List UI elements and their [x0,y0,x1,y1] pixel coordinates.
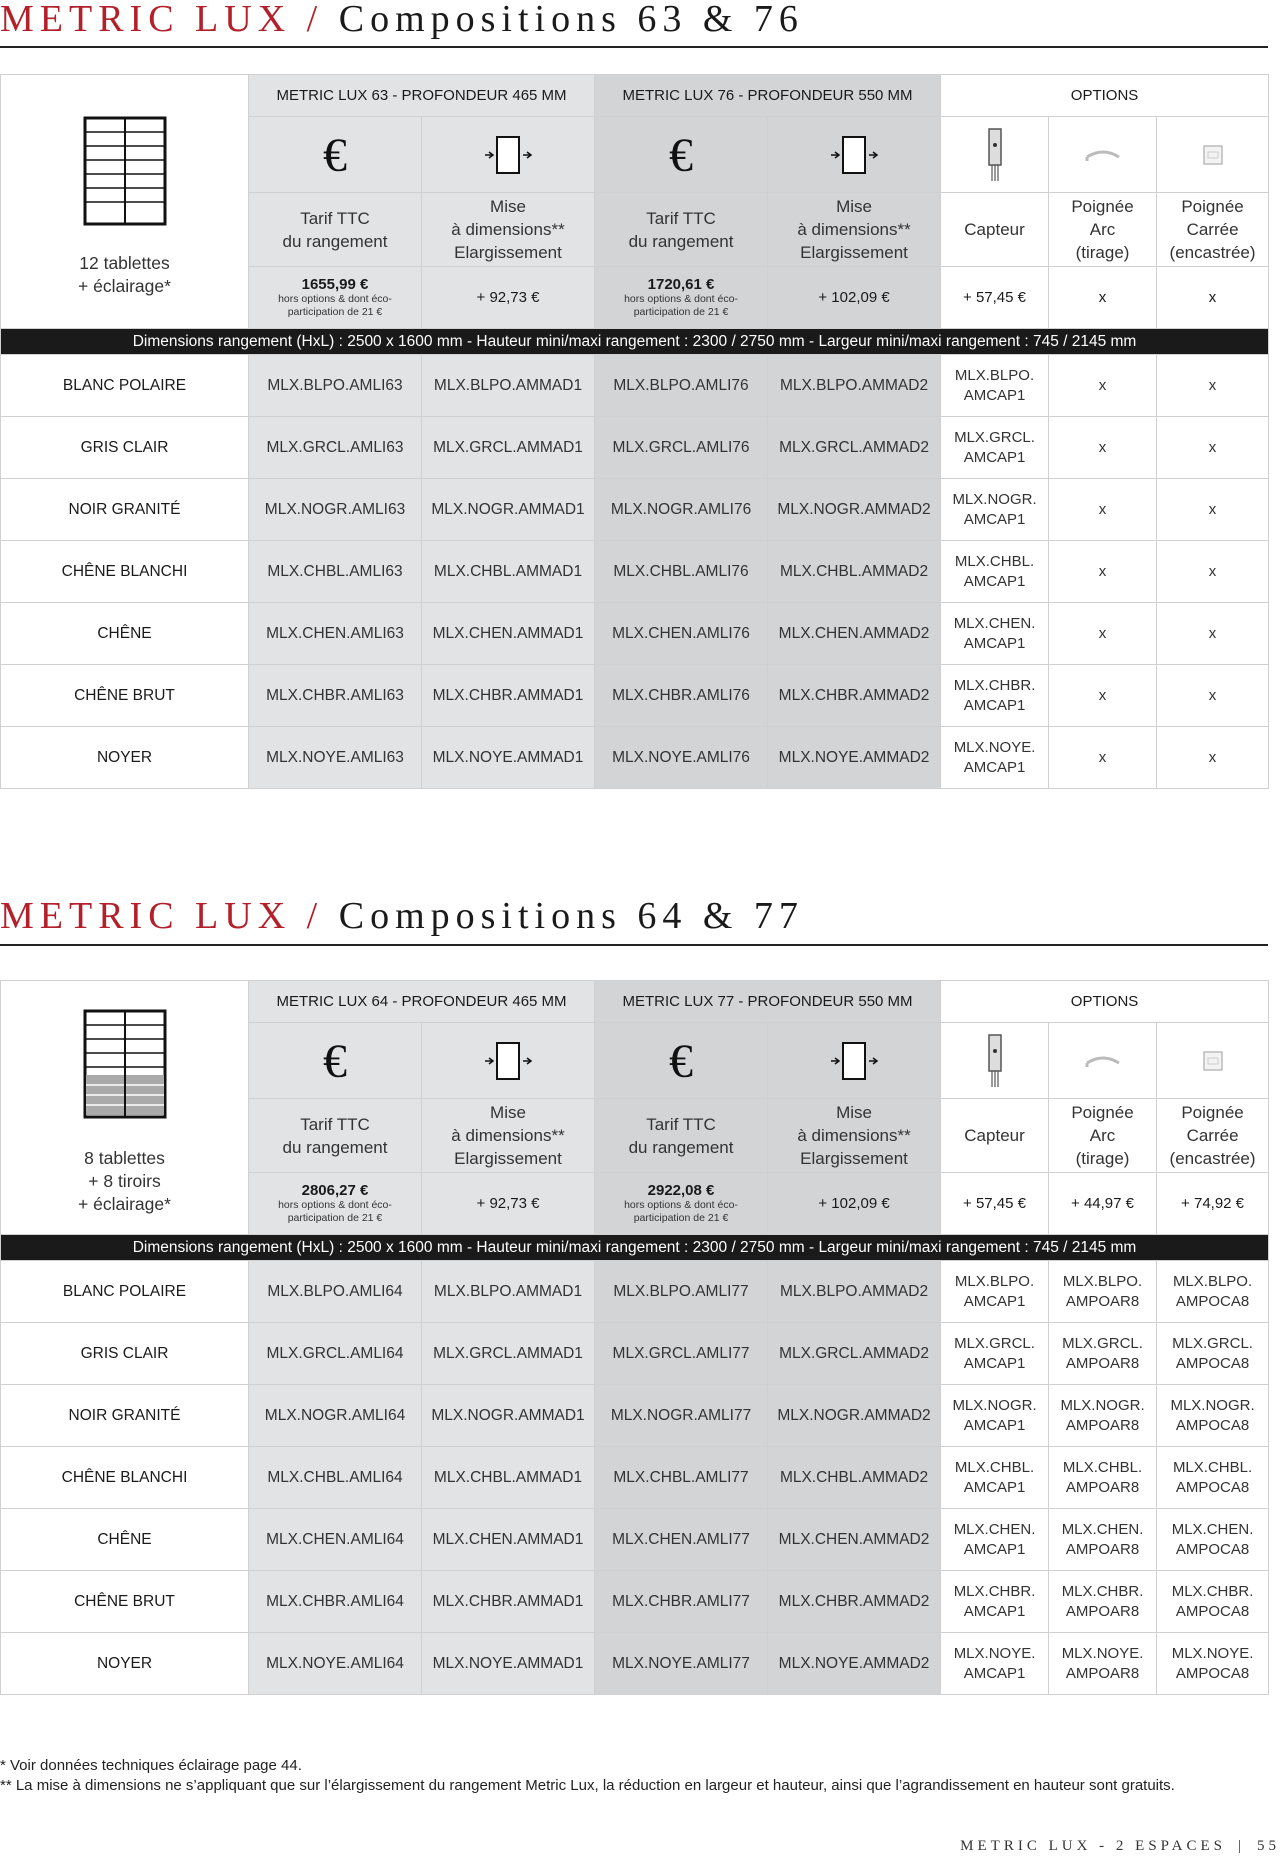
ref-code: MLX.GRCL.AMLI76 [595,417,768,479]
table-row [1,1385,1269,1447]
finish-name: GRIS CLAIR [1,1323,249,1385]
width-adjust-icon [483,133,533,177]
option-code: MLX.GRCL. AMPOCA8 [1157,1323,1269,1385]
ref-code: MLX.CHEN.AMLI63 [249,603,422,665]
footnote-dimensions: ** La mise à dimensions ne s’appliquant que sur l’élargissement du rangement Metric Lux, la réduction en largeur et hauteur, ainsi que l’agrandissement en hauteur sont gratuits. [0,1777,1175,1794]
dimensions-band: Dimensions rangement (HxL) : 2500 x 1600 mm - Hauteur mini/maxi rangement : 2300 / 2750 mm - Largeur mini/maxi rangement : 745 / 2145 mm [1,1235,1269,1261]
ref-code: MLX.NOYE.AMLI64 [249,1633,422,1695]
ref-code: MLX.CHBL.AMMAD1 [422,541,595,603]
title-separator: / [306,895,324,937]
ref-code: MLX.GRCL.AMMAD1 [422,417,595,479]
option-code: x [1157,603,1269,665]
ref-code: MLX.NOYE.AMLI77 [595,1633,768,1695]
option-code: MLX.BLPO. AMPOAR8 [1049,1261,1157,1323]
option-code: MLX.BLPO. AMCAP1 [941,1261,1049,1323]
ref-code: MLX.NOGR.AMLI77 [595,1385,768,1447]
price-a: 1655,99 € hors options & dont éco- participation de 21 € [249,267,422,329]
ref-code: MLX.GRCL.AMLI77 [595,1323,768,1385]
option-code: MLX.CHEN. AMPOCA8 [1157,1509,1269,1571]
table-row [1,1447,1269,1509]
ref-code: MLX.BLPO.AMLI77 [595,1261,768,1323]
ref-code: MLX.CHBL.AMLI76 [595,541,768,603]
footer-label: METRIC LUX - 2 ESPACES [960,1838,1226,1854]
composition-description: 8 tablettes + 8 tiroirs + éclairage* [78,1148,171,1214]
cabinet-icon [83,116,167,226]
ref-code: MLX.CHBR.AMMAD2 [768,1571,941,1633]
group-a-header: METRIC LUX 63 - PROFONDEUR 465 MM [249,75,595,117]
dimensions-band: Dimensions rangement (HxL) : 2500 x 1600 mm - Hauteur mini/maxi rangement : 2300 / 2750 mm - Largeur mini/maxi rangement : 745 / 2145 mm [1,329,1269,355]
svg-text:€: € [669,1036,694,1085]
composition-description: 12 tablettes + éclairage* [78,252,171,296]
ref-code: MLX.BLPO.AMLI76 [595,355,768,417]
ref-code: MLX.GRCL.AMMAD1 [422,1323,595,1385]
option-code: x [1049,479,1157,541]
section-63-76 [0,74,1268,789]
option-code: MLX.CHBR. AMPOCA8 [1157,1571,1269,1633]
group-a-header: METRIC LUX 64 - PROFONDEUR 465 MM [249,981,595,1023]
table-row [1,727,1269,789]
ref-code: MLX.NOYE.AMLI76 [595,727,768,789]
ref-code: MLX.CHBR.AMLI64 [249,1571,422,1633]
option-code: x [1049,417,1157,479]
option-code: MLX.NOGR. AMCAP1 [941,479,1049,541]
ref-code: MLX.CHEN.AMMAD1 [422,603,595,665]
option-code: MLX.NOYE. AMCAP1 [941,1633,1049,1695]
square-handle-icon [1200,142,1226,168]
square-handle-icon [1200,1048,1226,1074]
ref-code: MLX.CHEN.AMLI76 [595,603,768,665]
arc-handle-icon [1083,1049,1123,1073]
option-code: x [1157,417,1269,479]
sensor-icon [983,125,1007,185]
option-code: MLX.NOGR. AMCAP1 [941,1385,1049,1447]
option-code: x [1049,603,1157,665]
mise-b-price: + 102,09 € [768,267,941,329]
option-code: MLX.NOYE. AMPOAR8 [1049,1633,1157,1695]
finish-name: CHÊNE [1,603,249,665]
title-compositions: Compositions 63 & 76 [338,0,804,40]
option-code: x [1157,355,1269,417]
option-code: MLX.NOGR. AMPOCA8 [1157,1385,1269,1447]
euro-icon [661,1037,701,1085]
option-code: MLX.GRCL. AMCAP1 [941,417,1049,479]
col-capteur: Capteur [941,1099,1049,1173]
col-mise: Mise à dimensions** Elargissement [768,1099,941,1173]
table-row [1,479,1269,541]
ref-code: MLX.CHEN.AMMAD2 [768,1509,941,1571]
option-code: MLX.CHBL. AMPOCA8 [1157,1447,1269,1509]
ref-code: MLX.CHBR.AMMAD1 [422,665,595,727]
page-footer: METRIC LUX - 2 ESPACES | 55 [960,1838,1280,1854]
option-code: x [1049,727,1157,789]
table-row [1,417,1269,479]
section-title [0,0,804,38]
finish-name: NOYER [1,727,249,789]
table-row [1,1323,1269,1385]
table-row [1,603,1269,665]
option-code: MLX.NOGR. AMPOAR8 [1049,1385,1157,1447]
option-code: x [1049,541,1157,603]
col-carree: Poignée Carrée (encastrée) [1157,1099,1269,1173]
footnotes [0,1756,1175,1796]
table-row [1,541,1269,603]
composition-cell [1,75,249,329]
ref-code: MLX.NOGR.AMMAD1 [422,479,595,541]
carree-price: + 74,92 € [1157,1173,1269,1235]
finish-name: NOYER [1,1633,249,1695]
sensor-icon [983,1031,1007,1091]
arc-handle-icon [1083,143,1123,167]
finish-name: NOIR GRANITÉ [1,1385,249,1447]
col-arc: Poignée Arc (tirage) [1049,193,1157,267]
option-code: MLX.CHBL. AMPOAR8 [1049,1447,1157,1509]
euro-icon [661,131,701,179]
ref-code: MLX.GRCL.AMMAD2 [768,417,941,479]
ref-code: MLX.CHBR.AMMAD2 [768,665,941,727]
ref-code: MLX.GRCL.AMLI64 [249,1323,422,1385]
table-row [1,1633,1269,1695]
capteur-price: + 57,45 € [941,267,1049,329]
col-tarif: Tarif TTC du rangement [595,1099,768,1173]
ref-code: MLX.NOYE.AMMAD2 [768,727,941,789]
ref-code: MLX.CHEN.AMMAD1 [422,1509,595,1571]
price-table [0,980,1269,1695]
finish-name: CHÊNE BLANCHI [1,1447,249,1509]
table-row [1,1509,1269,1571]
col-capteur: Capteur [941,193,1049,267]
table-row [1,355,1269,417]
option-code: MLX.CHBL. AMCAP1 [941,1447,1049,1509]
svg-text:€: € [323,1036,347,1085]
ref-code: MLX.NOYE.AMMAD1 [422,727,595,789]
ref-code: MLX.NOGR.AMLI76 [595,479,768,541]
table-row [1,1261,1269,1323]
option-code: x [1157,541,1269,603]
ref-code: MLX.BLPO.AMMAD1 [422,1261,595,1323]
svg-text:€: € [669,130,694,179]
mise-a-price: + 92,73 € [422,1173,595,1235]
title-rule [0,46,1268,48]
arc-price: + 44,97 € [1049,1173,1157,1235]
finish-name: CHÊNE BRUT [1,665,249,727]
option-code: MLX.CHBR. AMPOAR8 [1049,1571,1157,1633]
option-code: x [1157,727,1269,789]
finish-name: BLANC POLAIRE [1,1261,249,1323]
option-code: MLX.CHBR. AMCAP1 [941,1571,1049,1633]
option-code: MLX.CHEN. AMCAP1 [941,603,1049,665]
width-adjust-icon [829,133,879,177]
ref-code: MLX.CHBR.AMLI76 [595,665,768,727]
capteur-price: + 57,45 € [941,1173,1049,1235]
option-code: MLX.BLPO. AMCAP1 [941,355,1049,417]
finish-name: BLANC POLAIRE [1,355,249,417]
price-b: 1720,61 € hors options & dont éco- participation de 21 € [595,267,768,329]
ref-code: MLX.CHBL.AMLI63 [249,541,422,603]
finish-name: NOIR GRANITÉ [1,479,249,541]
section-title [0,897,804,935]
euro-icon [315,1037,355,1085]
option-code: MLX.GRCL. AMPOAR8 [1049,1323,1157,1385]
option-code: x [1157,665,1269,727]
ref-code: MLX.CHBR.AMLI63 [249,665,422,727]
composition-cell [1,981,249,1235]
euro-icon [315,131,355,179]
col-tarif: Tarif TTC du rangement [249,193,422,267]
ref-code: MLX.BLPO.AMMAD1 [422,355,595,417]
option-code: MLX.CHBR. AMCAP1 [941,665,1049,727]
ref-code: MLX.CHEN.AMLI64 [249,1509,422,1571]
finish-name: CHÊNE [1,1509,249,1571]
ref-code: MLX.NOGR.AMMAD1 [422,1385,595,1447]
ref-code: MLX.CHBL.AMMAD2 [768,1447,941,1509]
col-tarif: Tarif TTC du rangement [595,193,768,267]
option-code: x [1049,355,1157,417]
ref-code: MLX.BLPO.AMMAD2 [768,355,941,417]
col-tarif: Tarif TTC du rangement [249,1099,422,1173]
col-mise: Mise à dimensions** Elargissement [422,193,595,267]
width-adjust-icon [829,1039,879,1083]
table-row [1,1571,1269,1633]
cabinet-icon [83,1009,167,1119]
option-code: MLX.CHEN. AMCAP1 [941,1509,1049,1571]
ref-code: MLX.GRCL.AMMAD2 [768,1323,941,1385]
option-code: MLX.BLPO. AMPOCA8 [1157,1261,1269,1323]
ref-code: MLX.NOYE.AMMAD1 [422,1633,595,1695]
ref-code: MLX.CHEN.AMMAD2 [768,603,941,665]
ref-code: MLX.BLPO.AMLI63 [249,355,422,417]
title-brand: METRIC LUX [0,895,292,937]
title-compositions: Compositions 64 & 77 [338,895,804,937]
ref-code: MLX.CHEN.AMLI77 [595,1509,768,1571]
col-mise: Mise à dimensions** Elargissement [768,193,941,267]
option-code: x [1049,665,1157,727]
ref-code: MLX.NOGR.AMMAD2 [768,479,941,541]
finish-name: GRIS CLAIR [1,417,249,479]
ref-code: MLX.NOGR.AMLI64 [249,1385,422,1447]
option-code: MLX.NOYE. AMCAP1 [941,727,1049,789]
footnote-lighting: * Voir données techniques éclairage page 44. [0,1757,302,1774]
finish-name: CHÊNE BLANCHI [1,541,249,603]
group-b-header: METRIC LUX 76 - PROFONDEUR 550 MM [595,75,941,117]
svg-text:€: € [323,130,347,179]
ref-code: MLX.CHBL.AMMAD1 [422,1447,595,1509]
section-64-77 [0,980,1268,1695]
ref-code: MLX.GRCL.AMLI63 [249,417,422,479]
title-separator: / [306,0,324,40]
price-b: 2922,08 € hors options & dont éco- participation de 21 € [595,1173,768,1235]
ref-code: MLX.BLPO.AMLI64 [249,1261,422,1323]
group-b-header: METRIC LUX 77 - PROFONDEUR 550 MM [595,981,941,1023]
table-row [1,665,1269,727]
price-a: 2806,27 € hors options & dont éco- participation de 21 € [249,1173,422,1235]
title-rule [0,944,1268,946]
col-carree: Poignée Carrée (encastrée) [1157,193,1269,267]
option-code: MLX.GRCL. AMCAP1 [941,1323,1049,1385]
width-adjust-icon [483,1039,533,1083]
page-number: 55 [1257,1838,1280,1854]
option-code: x [1157,479,1269,541]
arc-price: x [1049,267,1157,329]
mise-a-price: + 92,73 € [422,267,595,329]
options-header: OPTIONS [941,981,1269,1023]
ref-code: MLX.NOGR.AMMAD2 [768,1385,941,1447]
options-header: OPTIONS [941,75,1269,117]
option-code: MLX.CHEN. AMPOAR8 [1049,1509,1157,1571]
ref-code: MLX.CHBL.AMLI77 [595,1447,768,1509]
option-code: MLX.NOYE. AMPOCA8 [1157,1633,1269,1695]
ref-code: MLX.CHBR.AMMAD1 [422,1571,595,1633]
ref-code: MLX.NOGR.AMLI63 [249,479,422,541]
title-brand: METRIC LUX [0,0,292,40]
ref-code: MLX.NOYE.AMMAD2 [768,1633,941,1695]
col-arc: Poignée Arc (tirage) [1049,1099,1157,1173]
ref-code: MLX.CHBL.AMMAD2 [768,541,941,603]
ref-code: MLX.CHBL.AMLI64 [249,1447,422,1509]
col-mise: Mise à dimensions** Elargissement [422,1099,595,1173]
ref-code: MLX.BLPO.AMMAD2 [768,1261,941,1323]
carree-price: x [1157,267,1269,329]
mise-b-price: + 102,09 € [768,1173,941,1235]
option-code: MLX.CHBL. AMCAP1 [941,541,1049,603]
price-table [0,74,1269,789]
finish-name: CHÊNE BRUT [1,1571,249,1633]
ref-code: MLX.CHBR.AMLI77 [595,1571,768,1633]
ref-code: MLX.NOYE.AMLI63 [249,727,422,789]
